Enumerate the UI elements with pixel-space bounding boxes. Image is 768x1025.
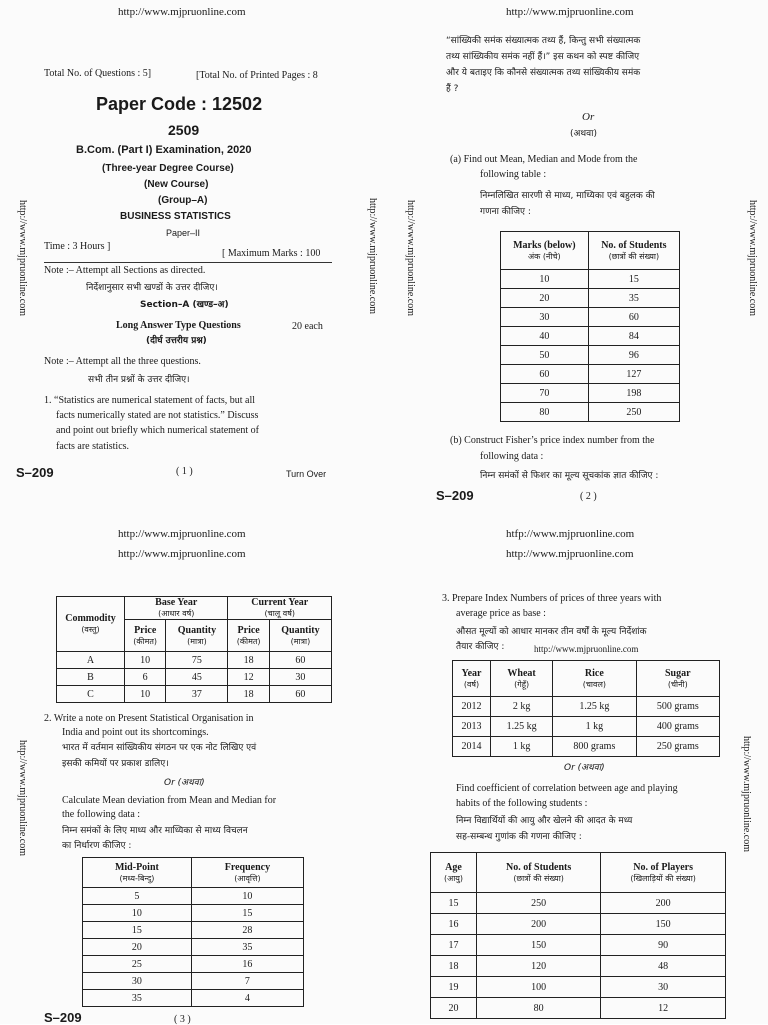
- question-1-line-3: and point out briefly which numerical statement of: [56, 425, 259, 436]
- q1-hindi-line-2: तथ्य सांख्यिकीय समंक नहीं हैं।” इस कथन को स्पष्ट कीजिए: [446, 52, 640, 62]
- page-header-url: htfp://www.mjpruonline.com: [506, 528, 635, 540]
- fisher-price-table: Commodity (वस्तु) Base Year (आधार वर्ष) Current Year (चालू वर्ष) Price (कीमत) Quantity (मात्रा) Price (कीमत) Quantity (मात्रा) A 10 75 18 60 B 6 45 12 30 C 10 37 18 60: [56, 596, 332, 703]
- mean-deviation-hindi-1: निम्न समंकों के लिए माध्य और माध्यिका से माध्य विचलन: [62, 826, 248, 836]
- part-a-hindi-2: गणना कीजिए :: [480, 207, 531, 217]
- note-1-hindi: निर्देशानुसार सभी खण्डों के उत्तर दीजिए।: [86, 283, 218, 293]
- table-row: 40 84: [501, 327, 680, 346]
- table-row: B 6 45 12 30: [57, 669, 332, 686]
- commodity-header: Commodity (वस्तु): [57, 597, 125, 652]
- page-header-url-2: http://www.mjpruonline.com: [506, 548, 634, 560]
- table-row: 20 35: [501, 289, 680, 308]
- divider: [44, 262, 332, 263]
- part-b-line-1: (b) Construct Fisher’s price index number from the: [450, 435, 655, 446]
- or-divider: Or (अथवा): [564, 763, 605, 773]
- correlation-line-1: Find coefficient of correlation between age and playing: [456, 783, 678, 794]
- maximum-marks: [ Maximum Marks : 100: [222, 248, 321, 259]
- page-header-url: http://www.mjpruonline.com: [118, 528, 246, 540]
- correlation-hindi-2: सह-सम्बन्ध गुणांक की गणना कीजिए :: [456, 832, 582, 842]
- or-divider: Or: [582, 111, 595, 123]
- mean-deviation-line-2: the following data :: [62, 809, 141, 820]
- age-header: Age (आयु): [431, 853, 477, 893]
- question-1-line-4: facts are statistics.: [56, 441, 130, 452]
- table-row: A 10 75 18 60: [57, 652, 332, 669]
- exam-code: 2509: [168, 122, 200, 138]
- margin-url-left: http://www.mjpruonline.com: [17, 740, 28, 857]
- exam-title: B.Com. (Part I) Examination, 2020: [76, 144, 252, 156]
- rice-header: Rice (चावल): [553, 661, 636, 697]
- table-row: 15 250 200: [431, 893, 726, 914]
- marks-table: [500, 231, 680, 422]
- page-1: [0, 0, 384, 512]
- frequency-header: Frequency (आवृत्ति): [191, 858, 303, 888]
- correlation-line-2: habits of the following students :: [456, 798, 588, 809]
- question-3-hindi-1: औसत मूल्यों को आधार मानकर तीन वर्षों के मूल्य निर्देशांक: [456, 627, 647, 637]
- marks-each: 20 each: [292, 321, 323, 332]
- section-heading: Section–A (खण्ड–अ): [140, 300, 229, 310]
- table-row: 70 198: [501, 384, 680, 403]
- page-header-url: http://www.mjpruonline.com: [118, 6, 246, 18]
- table-row: 16 200 150: [431, 914, 726, 935]
- part-a-line-1: (a) Find out Mean, Median and Mode from the: [450, 154, 638, 165]
- paper-number: Paper–II: [166, 228, 201, 238]
- page-2: [384, 0, 768, 512]
- question-3-line-1: 3. Prepare Index Numbers of prices of three years with: [442, 593, 662, 604]
- table-row: 18 120 48: [431, 956, 726, 977]
- players-header: No. of Players (खिलाड़ियों की संख्या): [601, 853, 726, 893]
- table-row: 25 16: [83, 956, 304, 973]
- wheat-header: Wheat (गेहूँ): [491, 661, 553, 697]
- page-number: ( 3 ): [174, 1014, 191, 1025]
- turn-over: Turn Over: [286, 469, 327, 479]
- page-header-url: http://www.mjpruonline.com: [506, 6, 634, 18]
- page-3: [0, 512, 384, 1024]
- table-row: 30 60: [501, 308, 680, 327]
- long-answer-heading: Long Answer Type Questions: [116, 320, 241, 331]
- part-b-line-2: following data :: [480, 451, 544, 462]
- footer-code: S–209: [44, 1010, 82, 1025]
- question-3-hindi-2: तैयार कीजिए :: [456, 642, 505, 652]
- footer-code: S–209: [436, 488, 474, 503]
- question-2-hindi-1: भारत में वर्तमान सांख्यिकीय संगठन पर एक नोट लिखिए एवं: [62, 743, 257, 753]
- table-row: 20 35: [83, 939, 304, 956]
- table-row: 80 250: [501, 403, 680, 422]
- table-row: 20 80 12: [431, 998, 726, 1019]
- printed-pages: [Total No. of Printed Pages : 8: [196, 70, 318, 81]
- note-1: Note :– Attempt all Sections as directed.: [44, 265, 206, 276]
- question-2-line-1: 2. Write a note on Present Statistical Organisation in: [44, 713, 254, 724]
- table-row: 30 7: [83, 973, 304, 990]
- new-course: (New Course): [144, 179, 209, 190]
- margin-url-right: http://www.mjpruonline.com: [367, 198, 378, 315]
- total-questions: Total No. of Questions : 5]: [44, 68, 152, 79]
- students-header: No. of Students (छात्रों की संख्या): [477, 853, 601, 893]
- question-2-hindi-2: इसकी कमियों पर प्रकाश डालिए।: [62, 759, 169, 769]
- q1-hindi-line-3: और ये बताइए कि कौनसे संख्यात्मक तथ्य सांख्यिकीय समंक: [446, 68, 641, 78]
- or-divider-hindi: (अथवा): [570, 129, 597, 139]
- margin-url-left: http://www.mjpruonline.com: [405, 200, 416, 317]
- table-row: 2013 1.25 kg 1 kg 400 grams: [453, 717, 720, 737]
- q1-hindi-line-4: हैं ?: [446, 84, 459, 94]
- question-1-line-1: 1. “Statistics are numerical statement of facts, but all: [44, 395, 256, 406]
- question-1-line-2: facts numerically stated are not statistics.” Discuss: [56, 410, 259, 421]
- note-2-hindi: सभी तीन प्रश्नों के उत्तर दीजिए।: [88, 375, 190, 385]
- group: (Group–A): [158, 195, 208, 206]
- table-row: 19 100 30: [431, 977, 726, 998]
- page-number: ( 2 ): [580, 491, 597, 502]
- q1-hindi-line-1: “सांख्यिकी समंक संख्यात्मक तथ्य हैं, किन्तु सभी संख्यात्मक: [446, 36, 641, 46]
- note-2: Note :– Attempt all the three questions.: [44, 356, 201, 367]
- sugar-header: Sugar (चीनी): [636, 661, 719, 697]
- page-header-url-2: http://www.mjpruonline.com: [118, 548, 246, 560]
- table-row: 10 15: [83, 905, 304, 922]
- paper-code: Paper Code : 12502: [96, 94, 263, 114]
- table-row: 60 127: [501, 365, 680, 384]
- correlation-hindi-1: निम्न विद्यार्थियों की आयु और खेलने की आदत के मध्य: [456, 816, 633, 826]
- footer-code: S–209: [16, 465, 54, 480]
- table-row: 2012 2 kg 1.25 kg 500 grams: [453, 697, 720, 717]
- subject: BUSINESS STATISTICS: [120, 211, 231, 222]
- year-header: Year (वर्ष): [453, 661, 491, 697]
- students-header: No. of Students (छात्रों की संख्या): [588, 232, 679, 270]
- margin-url-right: http://www.mjpruonline.com: [741, 736, 752, 853]
- mean-deviation-hindi-2: का निर्धारण कीजिए :: [62, 841, 132, 851]
- table-row: 5 10: [83, 888, 304, 905]
- marks-header: Marks (below) अंक (नीचे): [501, 232, 589, 270]
- table-row: 35 4: [83, 990, 304, 1007]
- mid-point-header: Mid-Point (मध्य-बिन्दु): [83, 858, 192, 888]
- mean-deviation-line-1: Calculate Mean deviation from Mean and Median for: [62, 795, 277, 806]
- mid-point-table: [82, 857, 304, 1007]
- margin-url-right: http://www.mjpruonline.com: [747, 200, 758, 317]
- long-answer-hindi: (दीर्घ उत्तरीय प्रश्न): [146, 336, 207, 346]
- price-index-table: [452, 660, 720, 757]
- table-row: 50 96: [501, 346, 680, 365]
- current-year-header: Current Year (चालू वर्ष): [228, 597, 332, 620]
- table-row: C 10 37 18 60: [57, 686, 332, 703]
- question-2-line-2: India and point out its shortcomings.: [62, 727, 209, 738]
- time-allowed: Time : 3 Hours ]: [44, 241, 111, 252]
- part-b-hindi: निम्न समंकों से फिशर का मूल्य सूचकांक ज्ञात कीजिए :: [480, 471, 659, 481]
- inline-url: http://www.mjpruonline.com: [534, 644, 639, 654]
- page-4: [384, 512, 768, 1024]
- or-divider: Or (अथवा): [164, 778, 205, 788]
- course-type: (Three-year Degree Course): [102, 163, 234, 174]
- page-number: ( 1 ): [176, 466, 193, 477]
- table-row: 10 15: [501, 270, 680, 289]
- part-a-line-2: following table :: [480, 169, 547, 180]
- table-row: 17 150 90: [431, 935, 726, 956]
- table-row: 15 28: [83, 922, 304, 939]
- margin-url-left: http://www.mjpruonline.com: [17, 200, 28, 317]
- table-row: 2014 1 kg 800 grams 250 grams: [453, 737, 720, 757]
- correlation-table: [430, 852, 726, 1019]
- part-a-hindi-1: निम्नलिखित सारणी से माध्य, माध्यिका एवं बहुलक की: [480, 191, 655, 201]
- question-3-line-2: average price as base :: [456, 608, 546, 619]
- base-year-header: Base Year (आधार वर्ष): [125, 597, 228, 620]
